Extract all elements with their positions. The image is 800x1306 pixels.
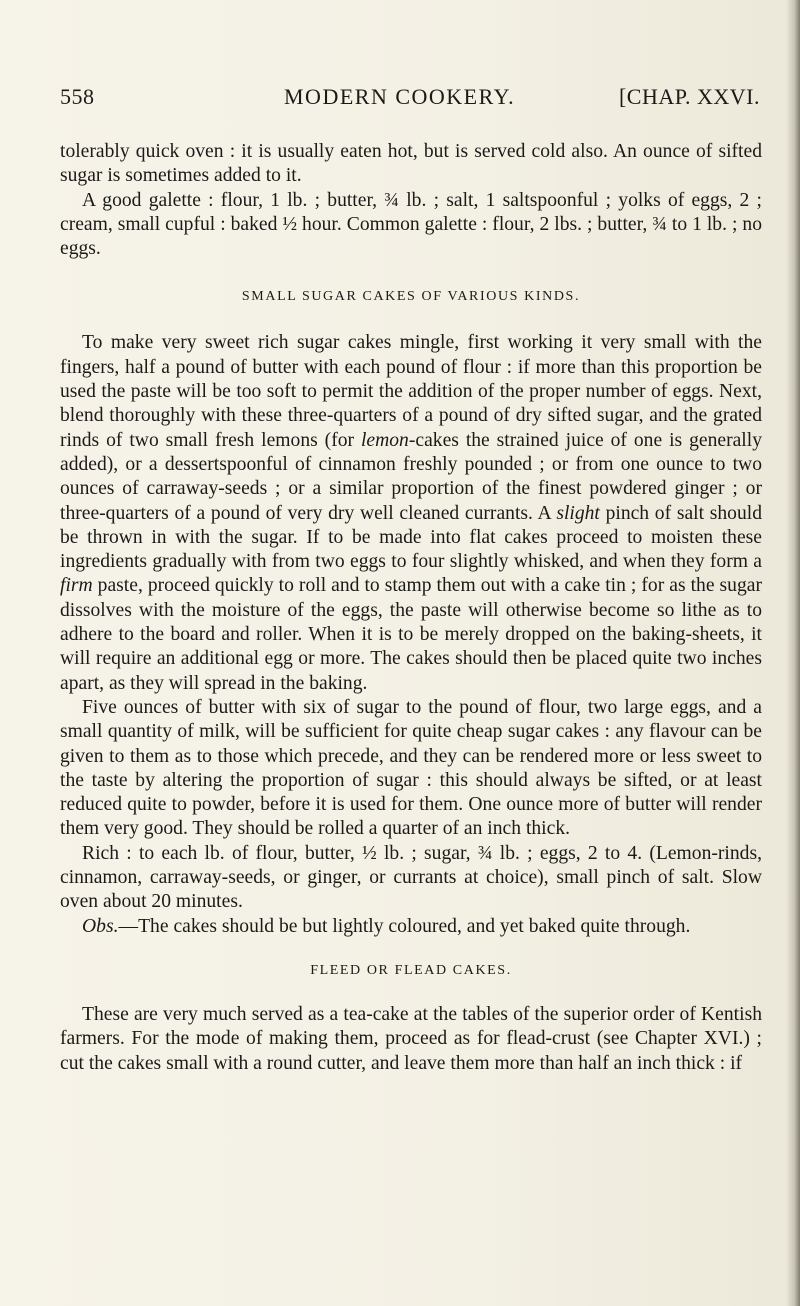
emphasis-firm: firm	[60, 575, 93, 597]
emphasis-slight: slight	[556, 502, 600, 524]
obs-label: Obs.	[82, 915, 119, 937]
chapter-label: [CHAP. XXVI.	[618, 84, 760, 109]
intro-paragraph-1: tolerably quick oven : it is usually eaten hot, but is served cold also. An ounce of sifted sugar is sometimes added to it.	[60, 141, 762, 187]
body-text	[60, 140, 762, 1076]
text-run: To make very sweet rich sugar cakes mingle, first working it very small with the fingers, half a pound of butter with each pound of flour : if more than this proportion be used the paste will be too soft to permit the addition of the proper number of eggs. Next, blend thoroughly with these three-quarters of a pound of dry sifted sugar, and the grated rinds of two small fresh lemons (for	[60, 332, 762, 451]
section-heading-fleed-cakes: FLEED OR FLEAD CAKES.	[310, 962, 512, 978]
text-run: pinch of salt should be thrown in with the sugar. If to be made into flat cakes proceed to moisten these ingredients gradually with from two eggs to four slightly whisked, and when they form a	[60, 502, 762, 573]
sugar-cakes-rich-recipe: Rich : to each lb. of flour, butter, ½ lb. ; sugar, ¾ lb. ; eggs, 2 to 4. (Lemon-rinds, cinnamon, carraway-seeds, or ginger, or currants at choice), small pinch of salt. Slow oven about 20 minutes.	[60, 842, 762, 913]
intro-paragraph-2: A good galette : flour, 1 lb. ; butter, ¾ lb. ; salt, 1 saltspoonful ; yolks of eggs, 2 ; cream, small cupful : baked ½ hour. Common galette : flour, 2 lbs. ; butter, ¾ to 1 lb. ; no eggs.	[60, 189, 762, 260]
sugar-cakes-observation	[60, 915, 762, 939]
text-run: -cakes the strained juice of one is generally added), or a dessertspoonful of cinnamon freshly pounded ; or from one ounce to two ounces of carraway-seeds ; or a similar proportion of the finest powdered ginger ; or three-quarters of a pound of very dry well cleaned currants. A	[60, 429, 762, 524]
emphasis-lemon: lemon	[360, 429, 409, 451]
running-title: MODERN COOKERY.	[284, 84, 516, 109]
page-edge-shadow	[786, 0, 800, 1306]
obs-text: —The cakes should be but lightly coloured, and yet baked quite through.	[118, 915, 691, 937]
sugar-cakes-paragraph-2: Five ounces of butter with six of sugar to the pound of flour, two large eggs, and a small quantity of milk, will be sufficient for quite cheap sugar cakes : any flavour can be given to them as to those which precede, and they can be rendered more or less sweet to the taste by altering the proportion of sugar : this should always be sifted, or at least reduced quite to powder, before it is used for them. One ounce more of butter will render them very good. They should be rolled a quarter of an inch thick.	[60, 696, 762, 840]
running-head	[60, 84, 760, 114]
sugar-cakes-paragraph-1	[60, 331, 762, 695]
section-heading-small-sugar-cakes: SMALL SUGAR CAKES OF VARIOUS KINDS.	[241, 289, 581, 305]
page-number: 558	[60, 84, 95, 109]
text-run: paste, proceed quickly to roll and to stamp them out with a cake tin ; for as the sugar dissolves with the moisture of the eggs, the paste will otherwise become so lithe as to adhere to the board and roller. When it is to be merely dropped on the baking-sheets, it will require an additional egg or more. The cakes should then be placed quite two inches apart, as they will spread in the baking.	[60, 575, 762, 694]
fleed-cakes-paragraph-1: These are very much served as a tea-cake at the tables of the superior order of Kentish farmers. For the mode of making them, proceed as for flead-crust (see Chapter XVI.) ; cut the cakes small with a round cutter, and leave them more than half an inch thick : if	[60, 1003, 762, 1074]
